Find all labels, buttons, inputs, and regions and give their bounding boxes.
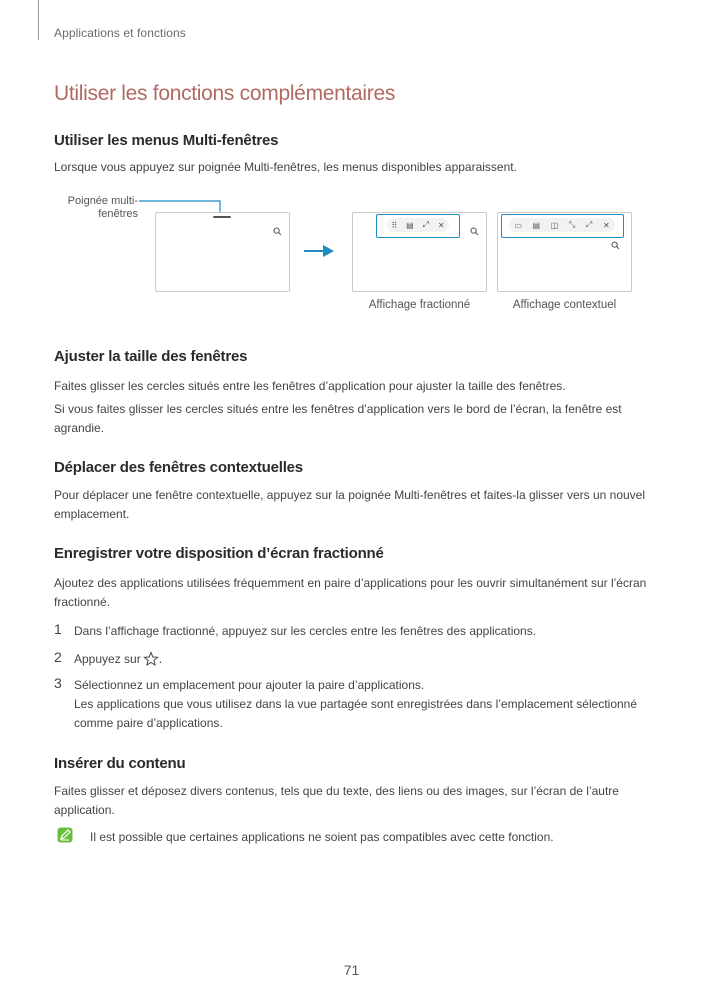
screen-popup	[497, 212, 632, 292]
heading-multiwindow-menus: Utiliser les menus Multi-fenêtres	[54, 132, 279, 149]
screen-default	[155, 212, 290, 292]
paragraph-insert: Faites glisser et déposez divers contenus, tels que du texte, des liens ou des images, sur l’écran de l’autre application.	[54, 784, 619, 817]
step-text: Sélectionnez un emplacement pour ajouter la paire d’applications.	[74, 678, 425, 692]
paragraph-save-layout: Ajoutez des applications utilisées fréquemment en paire d’applications pour les ouvrir simultanément sur l’écran fractionné.	[54, 576, 647, 609]
split-icon[interactable]: ▤	[532, 220, 541, 230]
close-icon[interactable]: ✕	[602, 220, 610, 230]
close-icon[interactable]: ✕	[437, 220, 445, 230]
step-text: Dans l’affichage fractionné, appuyez sur les cercles entre les fenêtres des applications.	[74, 624, 537, 638]
section-title: Utiliser les fonctions complémentaires	[54, 82, 396, 105]
note-text: Il est possible que certaines applications ne soient pas compatibles avec cette fonction.	[90, 830, 554, 844]
step-number: 3	[54, 675, 62, 691]
search-icon	[470, 227, 479, 236]
search-icon	[611, 241, 620, 250]
chapter-header: Applications et fonctions	[54, 26, 186, 40]
page-number: 71	[343, 962, 360, 978]
handle-label: Poignée multi-fenêtres	[67, 195, 138, 220]
paragraph-resize-1: Faites glisser les cercles situés entre les fenêtres d’application pour ajuster la taille des fenêtres.	[54, 379, 566, 393]
heading-resize-windows: Ajuster la taille des fenêtres	[54, 348, 248, 365]
caption-split-view: Affichage fractionné	[368, 299, 471, 311]
multiwindow-handle[interactable]	[213, 216, 231, 218]
expand-icon[interactable]: ⤢	[585, 220, 593, 229]
screen-split	[352, 212, 487, 292]
step-number: 1	[54, 621, 62, 637]
expand-icon[interactable]: ⤢	[422, 220, 429, 229]
step-subtext: Les applications que vous utilisez dans la vue partagée sont enregistrées dans l’emplacement sélectionné comme paire d’applications.	[74, 697, 638, 730]
minimize-icon[interactable]: ⤡	[568, 220, 576, 229]
heading-move-popup: Déplacer des fenêtres contextuelles	[54, 459, 303, 476]
paragraph-resize-2: Si vous faites glisser les cercles situés entre les fenêtres d’application vers le bord de l’écran, la fenêtre est agrandie.	[54, 402, 622, 435]
heading-insert-content: Insérer du contenu	[54, 755, 186, 772]
caption-popup-view: Affichage contextuel	[512, 299, 617, 311]
note-icon	[57, 827, 73, 843]
window-icon[interactable]: ▭	[514, 220, 522, 230]
transparency-icon[interactable]: ◫	[550, 220, 559, 230]
popup-window-menu[interactable]	[509, 218, 615, 232]
header-divider	[38, 0, 39, 40]
search-icon	[273, 227, 282, 236]
step-suffix: .	[158, 652, 163, 666]
step-number: 2	[54, 649, 62, 665]
split-icon[interactable]: ▤	[406, 220, 414, 230]
arrow-right-icon	[303, 244, 335, 258]
heading-save-layout: Enregistrer votre disposition d’écran fractionné	[54, 545, 384, 562]
paragraph-multiwindow: Lorsque vous appuyez sur poignée Multi-fenêtres, les menus disponibles apparaissent.	[54, 160, 517, 174]
paragraph-move: Pour déplacer une fenêtre contextuelle, appuyez sur la poignée Multi-fenêtres et faites-la glisser vers un nouvel emplacement.	[54, 488, 646, 521]
step-text: Appuyez sur	[74, 652, 141, 666]
grip-icon[interactable]: ⠿	[391, 220, 398, 230]
star-icon	[143, 651, 159, 667]
step-2	[74, 650, 654, 669]
split-window-menu[interactable]	[387, 218, 449, 232]
